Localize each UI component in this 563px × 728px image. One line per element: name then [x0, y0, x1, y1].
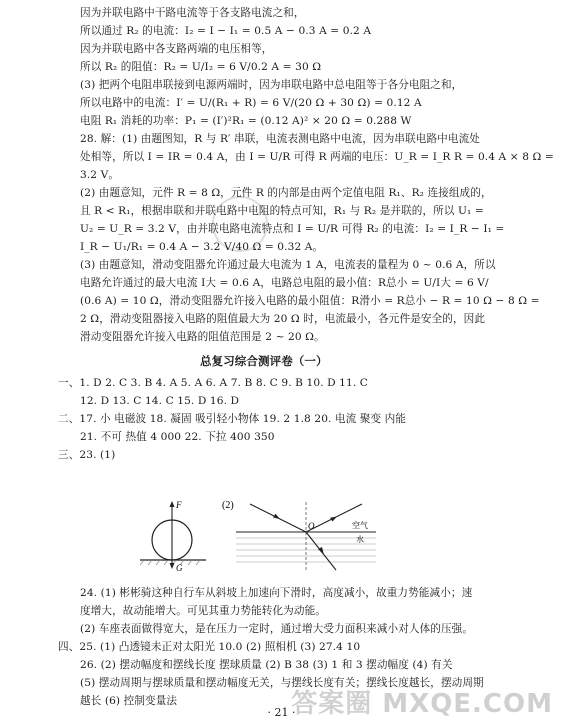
text-line: 2 Ω，滑动变阻器接入电路的阻值最大为 20 Ω 时，电流最小，各元件是安全的，因此	[80, 313, 486, 325]
text-line: 28. 解：(1) 由题图知，R 与 R′ 串联，电流表测电路中电流，因为串联电路中电流处	[80, 133, 480, 145]
text-line: 26. (2) 摆动幅度和摆线长度 摆球质量 (2) B 38 (3) 1 和 3 摆动幅度 (4) 有关	[80, 659, 453, 671]
force-g-label: G	[176, 563, 183, 573]
air-label: 空气	[352, 521, 368, 530]
text-line: (3) 由题意知，滑动变阻器允许通过最大电流为 1 A，电流表的量程为 0 ~ 0.6 A，所以	[80, 259, 496, 271]
text-line: (2) 车座表面做得宽大，是在压力一定时，通过增大受力面积来减小对人体的压强。	[80, 623, 474, 635]
text-line: 一、1. D 2. C 3. B 4. A 5. A 6. A 7. B 8. C 9. B 10. D 11. C	[58, 377, 368, 389]
text-line: 二、17. 小 电磁波 18. 凝固 吸引轻小物体 19. 2 1.8 20. 电流 聚变 内能	[58, 413, 407, 425]
text-line: 三、23. (1)	[58, 449, 116, 461]
force-f-label: F	[176, 500, 182, 510]
text-line: 且 R < R₁，根据串联和并联电路中电阻的特点可知，R₁ 与 R₂ 是并联的，所以 U₁ =	[80, 205, 484, 217]
force-diagram	[140, 500, 206, 573]
text-line: 电路允许通过的最大电流 I大 = 0.6 A，电路总电阻的最小值：R总小 = U/I大 = 6 V/	[80, 277, 489, 289]
text-line: U₂ = U_R = 3.2 V，由并联电路电流特点和 I = U/R 可得 R₂ 的电流：I₂ = I_R − I₁ =	[80, 223, 505, 235]
page-number: · 21 ·	[267, 706, 296, 719]
text-line: 12. D 13. C 14. C 15. D 16. D	[80, 395, 240, 407]
text-line: 所以 R₂ 的阻值：R₂ = U/I₂ = 6 V/0.2 A = 30 Ω	[80, 61, 322, 73]
text-line: 电阻 R₁ 消耗的功率：P₁ = (I′)²R₁ = (0.12 A)² × 20 Ω = 0.288 W	[80, 115, 412, 127]
panel-2-label: (2)	[222, 500, 234, 511]
text-line: 四、25. (1) 凸透镜未正对太阳光 10.0 (2) 照相机 (3) 27.4 10	[58, 641, 361, 653]
text-line: 因为并联电路中各支路两端的电压相等，	[80, 43, 273, 55]
text-line: (0.6 A) = 10 Ω，滑动变阻器允许接入电路的最小阻值：R滑小 = R总小 − R = 10 Ω − 8 Ω =	[80, 295, 540, 307]
point-o-label: O	[308, 521, 315, 531]
text-line: 滑动变阻器允许接入电路的阻值范围是 2 ~ 20 Ω。	[80, 331, 325, 343]
text-line: 所以电路中的电流：I′ = U/(R₁ + R) = 6 V/(20 Ω + 30 Ω) = 0.12 A	[80, 97, 422, 109]
text-line: (3) 把两个电阻串联接到电源两端时，因为串联电路中总电阻等于各分电阻之和，	[80, 79, 463, 91]
text-line: 24. (1) 彬彬骑这种自行车从斜坡上加速向下滑时，高度减小，故重力势能减小；速	[80, 587, 473, 599]
water-label: 水	[356, 535, 364, 544]
text-line: 度增大，故动能增大。可见其重力势能转化为动能。	[80, 605, 326, 617]
text-line: I_R − U₁/R₁ = 0.4 A − 3.2 V/40 Ω = 0.32 A。	[80, 241, 324, 253]
text-line: 21. 不可 热值 4 000 22. 下拉 400 350	[80, 431, 275, 443]
answer-diagrams	[140, 498, 380, 574]
text-line: 3.2 V。	[80, 169, 120, 181]
text-line: 处相等，所以 I = IR = 0.4 A，由 I = U/R 可得 R 两端的电压：U_R = I_R R = 0.4 A × 8 Ω =	[80, 151, 554, 163]
text-line: 所以通过 R₂ 的电流：I₂ = I − I₁ = 0.5 A − 0.3 A = 0.2 A	[80, 25, 372, 37]
text-line: (2) 由题意知，元件 R = 8 Ω，元件 R 的内部是由两个定值电阻 R₁、R₂ 连接组成的，	[80, 187, 492, 199]
text-line: 因为并联电路中干路电流等于各支路电流之和，	[80, 7, 305, 19]
refraction-diagram	[236, 502, 376, 570]
text-line: 越长 (6) 控制变量法	[80, 695, 178, 707]
watermark: 答案圈 MXQE.COM	[291, 689, 553, 719]
section-title: 总复习综合测评卷（一）	[200, 354, 328, 368]
text-line: (5) 摆动周期与摆球质量和摆动幅度无关，与摆线长度有关；摆线长度越长，摆动周期	[80, 677, 484, 689]
